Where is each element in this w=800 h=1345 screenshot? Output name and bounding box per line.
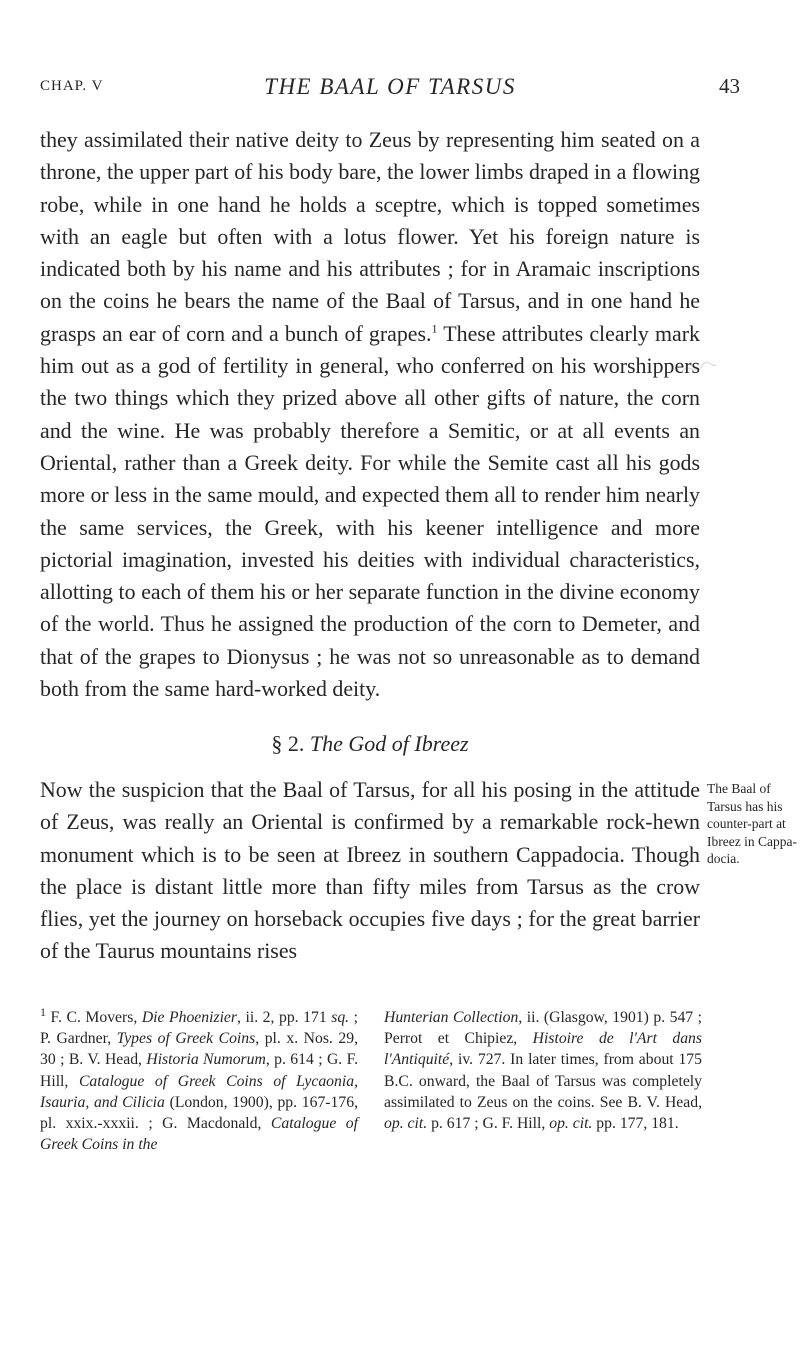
footnote-work-title: Historia Numorum: [146, 1051, 266, 1069]
footnote-work-title: Hunterian Collection: [384, 1009, 519, 1026]
footnote-column-right: [384, 1007, 702, 1134]
footnote-work-title: Catalogue of Greek Coins in the: [40, 1115, 358, 1154]
footnote-work-title: Die Phoenizier: [141, 1009, 237, 1026]
footnote-text: F. C. Movers,: [46, 1009, 142, 1026]
footnote-text: (London, 1900), pp. 167-176, pl. xxix.-xxxii. ; G. Macdonald,: [40, 1093, 358, 1133]
running-title: THE BAAL OF TARSUS: [264, 74, 516, 99]
footnote-text: , ii. (Glasgow, 1901) p. 547 ; Perrot et Chipiez,: [384, 1009, 703, 1048]
paragraph-1-text-b: These attributes clearly mark him out as a god of fertility in general, who conferred on his worshippers the two things which they prized above all other gifts of nature, the corn and the wine. He was probably therefore a Semitic, or at all events an Oriental, rather than a Greek deity. For while the Semite cast all his gods more or less in the same mould, and expected them all to render him nearly the same services, the Greek, with his keener intelligence and more pictorial imagination, invested his deities with individual characteristics, allotting to each of them his or her separate function in the divine economy of the world. Thus he assigned the production of the corn to Demeter, and that of the grapes to Dionysus ; he was not so unreasonable as to demand both from the same hard-worked deity.: [40, 320, 700, 702]
section-heading: [40, 731, 700, 757]
footnote-text: pp. 177, 181.: [592, 1115, 679, 1133]
paragraph-2: Now the suspicion that the Baal of Tarsus, for all his posing in the attitude of Zeus, was really an Oriental is confirmed by a remarkable rock-hewn monument which is to be seen at Ibreez in southern Cappadocia. Though the place is distant little more than fifty miles from Tarsus as the crow flies, yet the journey on horseback occupies five days ; for the great barrier of the Taurus mountains rises: [40, 777, 700, 964]
paper-show-through-mark: [678, 356, 718, 380]
footnote-column-left: [40, 1004, 359, 1155]
footnote-text: , iv. 727. In later times, from about 175 B.C. onward, the Baal of Tarsus was completely assimilated to Zeus on the coins. See B. V. Head,: [384, 1051, 702, 1111]
footnote-text: ; P. Gardner,: [40, 1009, 359, 1048]
footnote-work-title: Histoire de l'Art dans l'Antiquité: [384, 1030, 703, 1069]
footnote-abbrev: op. cit.: [384, 1115, 428, 1133]
section-title: The God of Ibreez: [309, 731, 469, 756]
footnote-text: p. 617 ; G. F. Hill,: [427, 1115, 550, 1133]
footnote-work-title: Catalogue of Greek Coins of Lycaonia, Isauria, and Cilicia: [40, 1072, 358, 1111]
section-number: § 2.: [271, 731, 305, 756]
footnote-text: , p. 614 ; G. F. Hill,: [40, 1051, 358, 1090]
paragraph-1: [40, 124, 700, 705]
paragraph-1-text-a: they assimilated their native deity to Zeus by representing him seated on a throne, the upper part of his body bare, the lower limbs draped in a flowing robe, while in one hand he holds a sceptre, which is topped sometimes with an eagle but often with a lotus flower. Yet his foreign nature is indicated both by his name and his attributes ; for in Aramaic inscriptions on the coins he bears the name of the Baal of Tarsus, and in one hand he grasps an ear of corn and a bunch of grapes.: [40, 127, 700, 346]
footnote-abbrev: sq.: [331, 1009, 350, 1026]
page-number: 43: [719, 74, 740, 98]
running-head: [40, 74, 740, 104]
marginal-note: The Baal of Tarsus has his counter-part at Ibreez in Cappa-docia.: [707, 781, 797, 866]
footnote-text: , pl. x. Nos. 29, 30 ; B. V. Head,: [40, 1030, 358, 1069]
footnote-text: , ii. 2, pp. 171: [237, 1009, 332, 1026]
footnote-number: 1: [40, 1004, 46, 1019]
footnote-abbrev: op. cit.: [549, 1115, 593, 1133]
footnote-reference[interactable]: 1: [431, 321, 438, 336]
footnote-work-title: Types of Greek Coins: [116, 1030, 256, 1048]
chapter-label: CHAP. V: [40, 78, 104, 94]
